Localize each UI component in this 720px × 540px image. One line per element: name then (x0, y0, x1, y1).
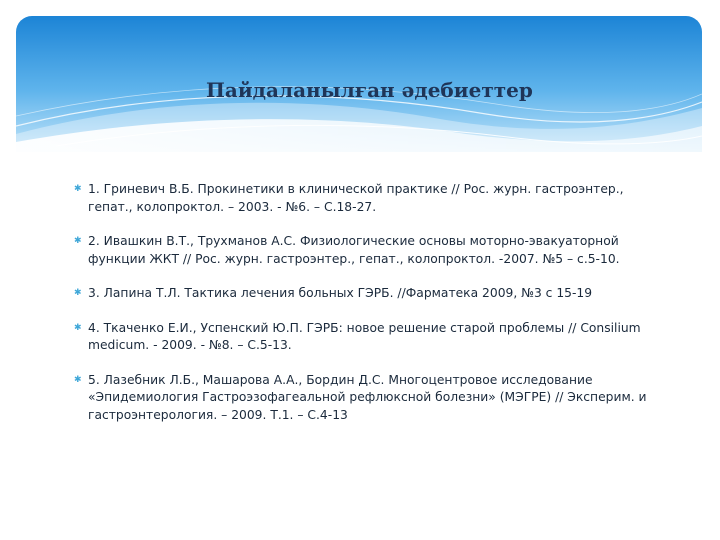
list-item (74, 320, 664, 355)
list-item (74, 181, 664, 216)
reference-text: 1. Гриневич В.Б. Прокинетики в клинической практике // Рос. журн. гастроэнтер., гепат., колопроктол. – 2003. - №6. – С.18-27. (88, 182, 624, 214)
reference-text: 4. Ткаченко Е.И., Успенский Ю.П. ГЭРБ: новое решение старой проблемы // Consilium medicum. - 2009. - №8. – С.5-13. (88, 320, 641, 352)
reference-text: 3. Лапина Т.Л. Тактика лечения больных ГЭРБ. //Фарматека 2009, №3 с 15-19 (88, 286, 593, 300)
star-bullet-icon: ✱ (74, 322, 82, 333)
list-item (74, 233, 664, 268)
star-bullet-icon: ✱ (74, 374, 82, 385)
list-item (74, 372, 664, 425)
header-banner (16, 16, 702, 152)
star-bullet-icon: ✱ (74, 288, 82, 298)
star-bullet-icon: ✱ (74, 236, 82, 246)
reference-text: 2. Ивашкин В.Т., Трухманов А.С. Физиологические основы моторно-эвакуаторной функции ЖКТ // Рос. журн. гастроэнтер., гепат., колопроктол. -2007. №5 – с.5-10. (88, 234, 620, 266)
reference-text: 5. Лазебник Л.Б., Машарова А.А., Бордин Д.С. Многоцентровое исследование «Эпидемиология Гастроэзофагеальной рефлюксной болезни» (МЭГРЕ) // Эксперим. и гастроэнтерология. – 2009. Т.1. – С.4-13 (88, 372, 647, 422)
list-item (74, 285, 664, 303)
slide-title: Пайдаланылған әдебиеттер (206, 78, 533, 102)
reference-list (74, 181, 664, 441)
star-bullet-icon: ✱ (74, 184, 82, 194)
